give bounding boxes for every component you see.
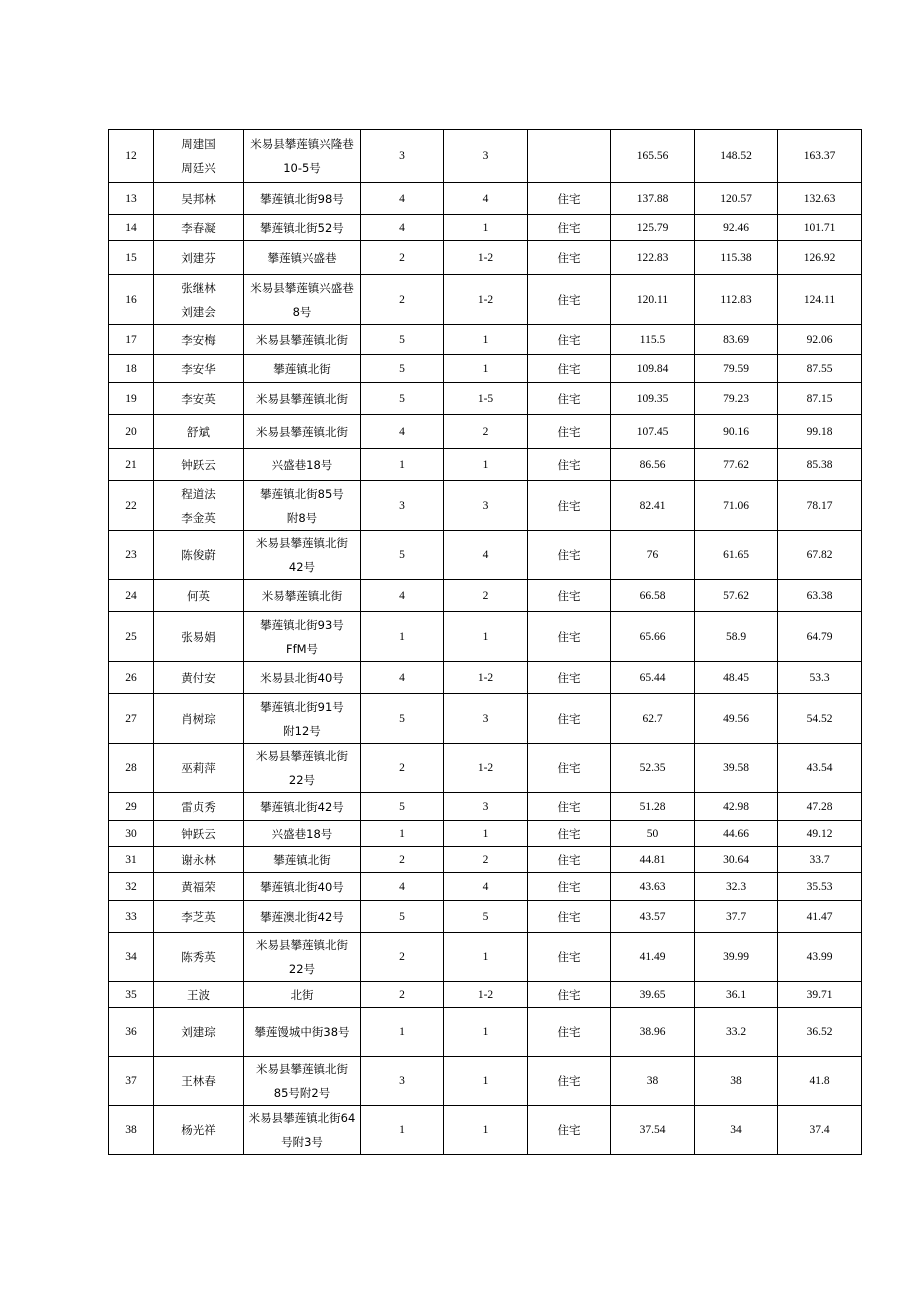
value-1-cell: 86.56: [611, 449, 695, 481]
value-2-cell: 39.58: [695, 744, 778, 793]
column-5-cell: 1: [444, 1057, 528, 1106]
value-1-cell: 38.96: [611, 1008, 695, 1057]
value-2-cell: 34: [695, 1106, 778, 1155]
owner-name-cell: 巫莉萍: [154, 744, 244, 793]
value-3-cell: 87.15: [778, 383, 862, 415]
value-3-cell: 99.18: [778, 415, 862, 449]
address-cell: 攀莲镇兴盛巷: [244, 241, 361, 275]
address-cell: 米易县攀莲镇北街 42号: [244, 531, 361, 580]
column-4-cell: 4: [361, 580, 444, 612]
row-number-cell: 32: [109, 873, 154, 901]
table-row: [109, 873, 862, 901]
owner-name-cell: 吴邦林: [154, 183, 244, 215]
value-1-cell: 62.7: [611, 694, 695, 744]
value-2-cell: 44.66: [695, 821, 778, 847]
column-4-cell: 4: [361, 215, 444, 241]
row-number-cell: 15: [109, 241, 154, 275]
usage-cell: 住宅: [528, 873, 611, 901]
column-5-cell: 1-2: [444, 744, 528, 793]
value-1-cell: 38: [611, 1057, 695, 1106]
value-2-cell: 79.59: [695, 355, 778, 383]
value-3-cell: 63.38: [778, 580, 862, 612]
value-1-cell: 120.11: [611, 275, 695, 325]
value-1-cell: 122.83: [611, 241, 695, 275]
owner-name-cell: 陈俊蔚: [154, 531, 244, 580]
address-cell: 攀莲镇北街52号: [244, 215, 361, 241]
usage-cell: [528, 130, 611, 183]
value-2-cell: 148.52: [695, 130, 778, 183]
address-cell: 攀莲澳北街42号: [244, 901, 361, 933]
row-number-cell: 27: [109, 694, 154, 744]
value-3-cell: 54.52: [778, 694, 862, 744]
column-4-cell: 5: [361, 383, 444, 415]
column-5-cell: 1: [444, 821, 528, 847]
table-row: [109, 531, 862, 580]
owner-name-cell: 张易娟: [154, 612, 244, 662]
value-1-cell: 109.84: [611, 355, 695, 383]
table-row: [109, 130, 862, 183]
value-2-cell: 115.38: [695, 241, 778, 275]
usage-cell: 住宅: [528, 612, 611, 662]
table-row: [109, 1057, 862, 1106]
value-2-cell: 57.62: [695, 580, 778, 612]
address-cell: 米易县攀莲镇北街: [244, 415, 361, 449]
owner-name-cell: 李安华: [154, 355, 244, 383]
owner-name-cell: 杨光祥: [154, 1106, 244, 1155]
address-cell: 攀莲镇北街98号: [244, 183, 361, 215]
column-5-cell: 1: [444, 325, 528, 355]
address-cell: 攀莲镇北街40号: [244, 873, 361, 901]
value-1-cell: 165.56: [611, 130, 695, 183]
value-1-cell: 109.35: [611, 383, 695, 415]
row-number-cell: 12: [109, 130, 154, 183]
address-cell: 兴盛巷18号: [244, 821, 361, 847]
table-row: [109, 481, 862, 531]
value-1-cell: 82.41: [611, 481, 695, 531]
column-4-cell: 5: [361, 355, 444, 383]
value-3-cell: 53.3: [778, 662, 862, 694]
owner-name-cell: 周建国 周廷兴: [154, 130, 244, 183]
column-5-cell: 4: [444, 183, 528, 215]
value-2-cell: 83.69: [695, 325, 778, 355]
value-2-cell: 36.1: [695, 982, 778, 1008]
address-cell: 攀莲馒城中街38号: [244, 1008, 361, 1057]
table-row: [109, 793, 862, 821]
address-cell: 北街: [244, 982, 361, 1008]
column-4-cell: 2: [361, 982, 444, 1008]
owner-name-cell: 黄付安: [154, 662, 244, 694]
address-cell: 米易县攀莲镇北街: [244, 325, 361, 355]
column-5-cell: 5: [444, 901, 528, 933]
owner-name-cell: 雷贞秀: [154, 793, 244, 821]
usage-cell: 住宅: [528, 662, 611, 694]
column-5-cell: 1: [444, 1106, 528, 1155]
value-1-cell: 43.63: [611, 873, 695, 901]
usage-cell: 住宅: [528, 531, 611, 580]
value-1-cell: 51.28: [611, 793, 695, 821]
column-5-cell: 1: [444, 355, 528, 383]
usage-cell: 住宅: [528, 933, 611, 982]
row-number-cell: 22: [109, 481, 154, 531]
row-number-cell: 28: [109, 744, 154, 793]
owner-name-cell: 刘建琮: [154, 1008, 244, 1057]
value-1-cell: 125.79: [611, 215, 695, 241]
column-5-cell: 3: [444, 694, 528, 744]
usage-cell: 住宅: [528, 847, 611, 873]
row-number-cell: 19: [109, 383, 154, 415]
table-row: [109, 215, 862, 241]
column-4-cell: 4: [361, 183, 444, 215]
owner-name-cell: 陈秀英: [154, 933, 244, 982]
owner-name-cell: 何英: [154, 580, 244, 612]
column-5-cell: 1: [444, 612, 528, 662]
value-1-cell: 52.35: [611, 744, 695, 793]
owner-name-cell: 钟跃云: [154, 449, 244, 481]
column-4-cell: 2: [361, 241, 444, 275]
usage-cell: 住宅: [528, 744, 611, 793]
owner-name-cell: 钟跃云: [154, 821, 244, 847]
usage-cell: 住宅: [528, 1106, 611, 1155]
column-5-cell: 1-2: [444, 275, 528, 325]
address-cell: 米易县攀莲镇北街 22号: [244, 744, 361, 793]
property-table: [108, 129, 862, 1155]
value-2-cell: 61.65: [695, 531, 778, 580]
owner-name-cell: 王波: [154, 982, 244, 1008]
table-row: [109, 933, 862, 982]
row-number-cell: 24: [109, 580, 154, 612]
value-3-cell: 64.79: [778, 612, 862, 662]
owner-name-cell: 李安英: [154, 383, 244, 415]
usage-cell: 住宅: [528, 355, 611, 383]
value-2-cell: 38: [695, 1057, 778, 1106]
value-1-cell: 43.57: [611, 901, 695, 933]
row-number-cell: 25: [109, 612, 154, 662]
column-5-cell: 4: [444, 531, 528, 580]
owner-name-cell: 黄福荣: [154, 873, 244, 901]
row-number-cell: 29: [109, 793, 154, 821]
usage-cell: 住宅: [528, 901, 611, 933]
row-number-cell: 20: [109, 415, 154, 449]
address-cell: 米易县攀莲镇北街 85号附2号: [244, 1057, 361, 1106]
column-5-cell: 1-2: [444, 982, 528, 1008]
value-3-cell: 67.82: [778, 531, 862, 580]
column-5-cell: 2: [444, 415, 528, 449]
usage-cell: 住宅: [528, 481, 611, 531]
row-number-cell: 17: [109, 325, 154, 355]
value-1-cell: 50: [611, 821, 695, 847]
usage-cell: 住宅: [528, 580, 611, 612]
usage-cell: 住宅: [528, 383, 611, 415]
address-cell: 兴盛巷18号: [244, 449, 361, 481]
row-number-cell: 21: [109, 449, 154, 481]
address-cell: 米易县攀莲镇兴盛巷 8号: [244, 275, 361, 325]
usage-cell: 住宅: [528, 415, 611, 449]
value-3-cell: 37.4: [778, 1106, 862, 1155]
row-number-cell: 31: [109, 847, 154, 873]
value-1-cell: 137.88: [611, 183, 695, 215]
address-cell: 米易县攀莲镇北街 22号: [244, 933, 361, 982]
address-cell: 米易攀莲镇北街: [244, 580, 361, 612]
table-row: [109, 183, 862, 215]
column-4-cell: 5: [361, 793, 444, 821]
column-4-cell: 3: [361, 130, 444, 183]
value-3-cell: 47.28: [778, 793, 862, 821]
table-row: [109, 744, 862, 793]
column-5-cell: 1-2: [444, 662, 528, 694]
owner-name-cell: 刘建芬: [154, 241, 244, 275]
column-4-cell: 1: [361, 449, 444, 481]
value-1-cell: 115.5: [611, 325, 695, 355]
value-3-cell: 126.92: [778, 241, 862, 275]
owner-name-cell: 谢永林: [154, 847, 244, 873]
value-2-cell: 112.83: [695, 275, 778, 325]
value-3-cell: 35.53: [778, 873, 862, 901]
address-cell: 攀莲镇北街: [244, 847, 361, 873]
value-3-cell: 78.17: [778, 481, 862, 531]
value-2-cell: 32.3: [695, 873, 778, 901]
column-5-cell: 1: [444, 449, 528, 481]
value-1-cell: 66.58: [611, 580, 695, 612]
column-4-cell: 5: [361, 325, 444, 355]
usage-cell: 住宅: [528, 821, 611, 847]
row-number-cell: 26: [109, 662, 154, 694]
usage-cell: 住宅: [528, 325, 611, 355]
table-row: [109, 325, 862, 355]
column-5-cell: 1-5: [444, 383, 528, 415]
column-4-cell: 2: [361, 744, 444, 793]
column-5-cell: 3: [444, 793, 528, 821]
value-3-cell: 49.12: [778, 821, 862, 847]
value-1-cell: 39.65: [611, 982, 695, 1008]
owner-name-cell: 李安梅: [154, 325, 244, 355]
column-5-cell: 2: [444, 847, 528, 873]
table-row: [109, 1008, 862, 1057]
value-1-cell: 107.45: [611, 415, 695, 449]
owner-name-cell: 程道法 李金英: [154, 481, 244, 531]
column-4-cell: 1: [361, 821, 444, 847]
value-3-cell: 41.47: [778, 901, 862, 933]
address-cell: 攀莲镇北街85号 附8号: [244, 481, 361, 531]
usage-cell: 住宅: [528, 694, 611, 744]
row-number-cell: 18: [109, 355, 154, 383]
value-2-cell: 48.45: [695, 662, 778, 694]
address-cell: 米易县攀莲镇北街64 号附3号: [244, 1106, 361, 1155]
value-1-cell: 44.81: [611, 847, 695, 873]
table-row: [109, 355, 862, 383]
address-cell: 攀莲镇北街91号 附12号: [244, 694, 361, 744]
column-4-cell: 3: [361, 1057, 444, 1106]
row-number-cell: 23: [109, 531, 154, 580]
owner-name-cell: 舒斌: [154, 415, 244, 449]
row-number-cell: 36: [109, 1008, 154, 1057]
column-4-cell: 1: [361, 1106, 444, 1155]
usage-cell: 住宅: [528, 449, 611, 481]
column-5-cell: 1: [444, 933, 528, 982]
usage-cell: 住宅: [528, 275, 611, 325]
usage-cell: 住宅: [528, 1008, 611, 1057]
column-4-cell: 1: [361, 612, 444, 662]
column-5-cell: 3: [444, 130, 528, 183]
usage-cell: 住宅: [528, 793, 611, 821]
usage-cell: 住宅: [528, 241, 611, 275]
column-4-cell: 4: [361, 662, 444, 694]
value-3-cell: 85.38: [778, 449, 862, 481]
column-4-cell: 3: [361, 481, 444, 531]
row-number-cell: 35: [109, 982, 154, 1008]
value-3-cell: 41.8: [778, 1057, 862, 1106]
value-2-cell: 77.62: [695, 449, 778, 481]
value-2-cell: 33.2: [695, 1008, 778, 1057]
value-1-cell: 76: [611, 531, 695, 580]
usage-cell: 住宅: [528, 1057, 611, 1106]
value-3-cell: 36.52: [778, 1008, 862, 1057]
table-row: [109, 275, 862, 325]
value-2-cell: 92.46: [695, 215, 778, 241]
column-4-cell: 5: [361, 531, 444, 580]
column-4-cell: 5: [361, 901, 444, 933]
owner-name-cell: 李春凝: [154, 215, 244, 241]
value-2-cell: 71.06: [695, 481, 778, 531]
value-3-cell: 43.54: [778, 744, 862, 793]
column-5-cell: 4: [444, 873, 528, 901]
column-5-cell: 3: [444, 481, 528, 531]
table-row: [109, 662, 862, 694]
row-number-cell: 13: [109, 183, 154, 215]
value-2-cell: 39.99: [695, 933, 778, 982]
column-4-cell: 2: [361, 933, 444, 982]
value-3-cell: 163.37: [778, 130, 862, 183]
column-4-cell: 4: [361, 873, 444, 901]
usage-cell: 住宅: [528, 215, 611, 241]
usage-cell: 住宅: [528, 183, 611, 215]
table-row: [109, 449, 862, 481]
usage-cell: 住宅: [528, 982, 611, 1008]
value-3-cell: 39.71: [778, 982, 862, 1008]
column-4-cell: 2: [361, 275, 444, 325]
owner-name-cell: 张继林 刘建会: [154, 275, 244, 325]
value-1-cell: 65.66: [611, 612, 695, 662]
row-number-cell: 38: [109, 1106, 154, 1155]
column-5-cell: 1: [444, 215, 528, 241]
table-row: [109, 415, 862, 449]
table-row: [109, 612, 862, 662]
value-3-cell: 132.63: [778, 183, 862, 215]
column-4-cell: 1: [361, 1008, 444, 1057]
address-cell: 米易县攀莲镇兴隆巷 10-5号: [244, 130, 361, 183]
owner-name-cell: 肖树琮: [154, 694, 244, 744]
row-number-cell: 33: [109, 901, 154, 933]
value-2-cell: 49.56: [695, 694, 778, 744]
column-5-cell: 1-2: [444, 241, 528, 275]
value-3-cell: 92.06: [778, 325, 862, 355]
value-1-cell: 65.44: [611, 662, 695, 694]
row-number-cell: 16: [109, 275, 154, 325]
table-row: [109, 821, 862, 847]
value-1-cell: 37.54: [611, 1106, 695, 1155]
value-2-cell: 58.9: [695, 612, 778, 662]
column-5-cell: 1: [444, 1008, 528, 1057]
value-3-cell: 101.71: [778, 215, 862, 241]
value-2-cell: 37.7: [695, 901, 778, 933]
address-cell: 攀莲镇北街: [244, 355, 361, 383]
address-cell: 攀莲镇北街93号 FfM号: [244, 612, 361, 662]
owner-name-cell: 王林春: [154, 1057, 244, 1106]
value-2-cell: 90.16: [695, 415, 778, 449]
table-row: [109, 241, 862, 275]
column-4-cell: 5: [361, 694, 444, 744]
owner-name-cell: 李芝英: [154, 901, 244, 933]
table-row: [109, 580, 862, 612]
value-3-cell: 33.7: [778, 847, 862, 873]
table-row: [109, 847, 862, 873]
value-3-cell: 43.99: [778, 933, 862, 982]
table-row: [109, 901, 862, 933]
value-1-cell: 41.49: [611, 933, 695, 982]
value-3-cell: 87.55: [778, 355, 862, 383]
row-number-cell: 14: [109, 215, 154, 241]
value-2-cell: 120.57: [695, 183, 778, 215]
table-row: [109, 982, 862, 1008]
table-body: [109, 130, 862, 1155]
value-2-cell: 42.98: [695, 793, 778, 821]
value-2-cell: 30.64: [695, 847, 778, 873]
table-row: [109, 694, 862, 744]
address-cell: 攀莲镇北街42号: [244, 793, 361, 821]
row-number-cell: 37: [109, 1057, 154, 1106]
address-cell: 米易县北街40号: [244, 662, 361, 694]
value-3-cell: 124.11: [778, 275, 862, 325]
table-row: [109, 1106, 862, 1155]
row-number-cell: 34: [109, 933, 154, 982]
row-number-cell: 30: [109, 821, 154, 847]
table-row: [109, 383, 862, 415]
column-4-cell: 2: [361, 847, 444, 873]
column-5-cell: 2: [444, 580, 528, 612]
address-cell: 米易县攀莲镇北街: [244, 383, 361, 415]
column-4-cell: 4: [361, 415, 444, 449]
value-2-cell: 79.23: [695, 383, 778, 415]
